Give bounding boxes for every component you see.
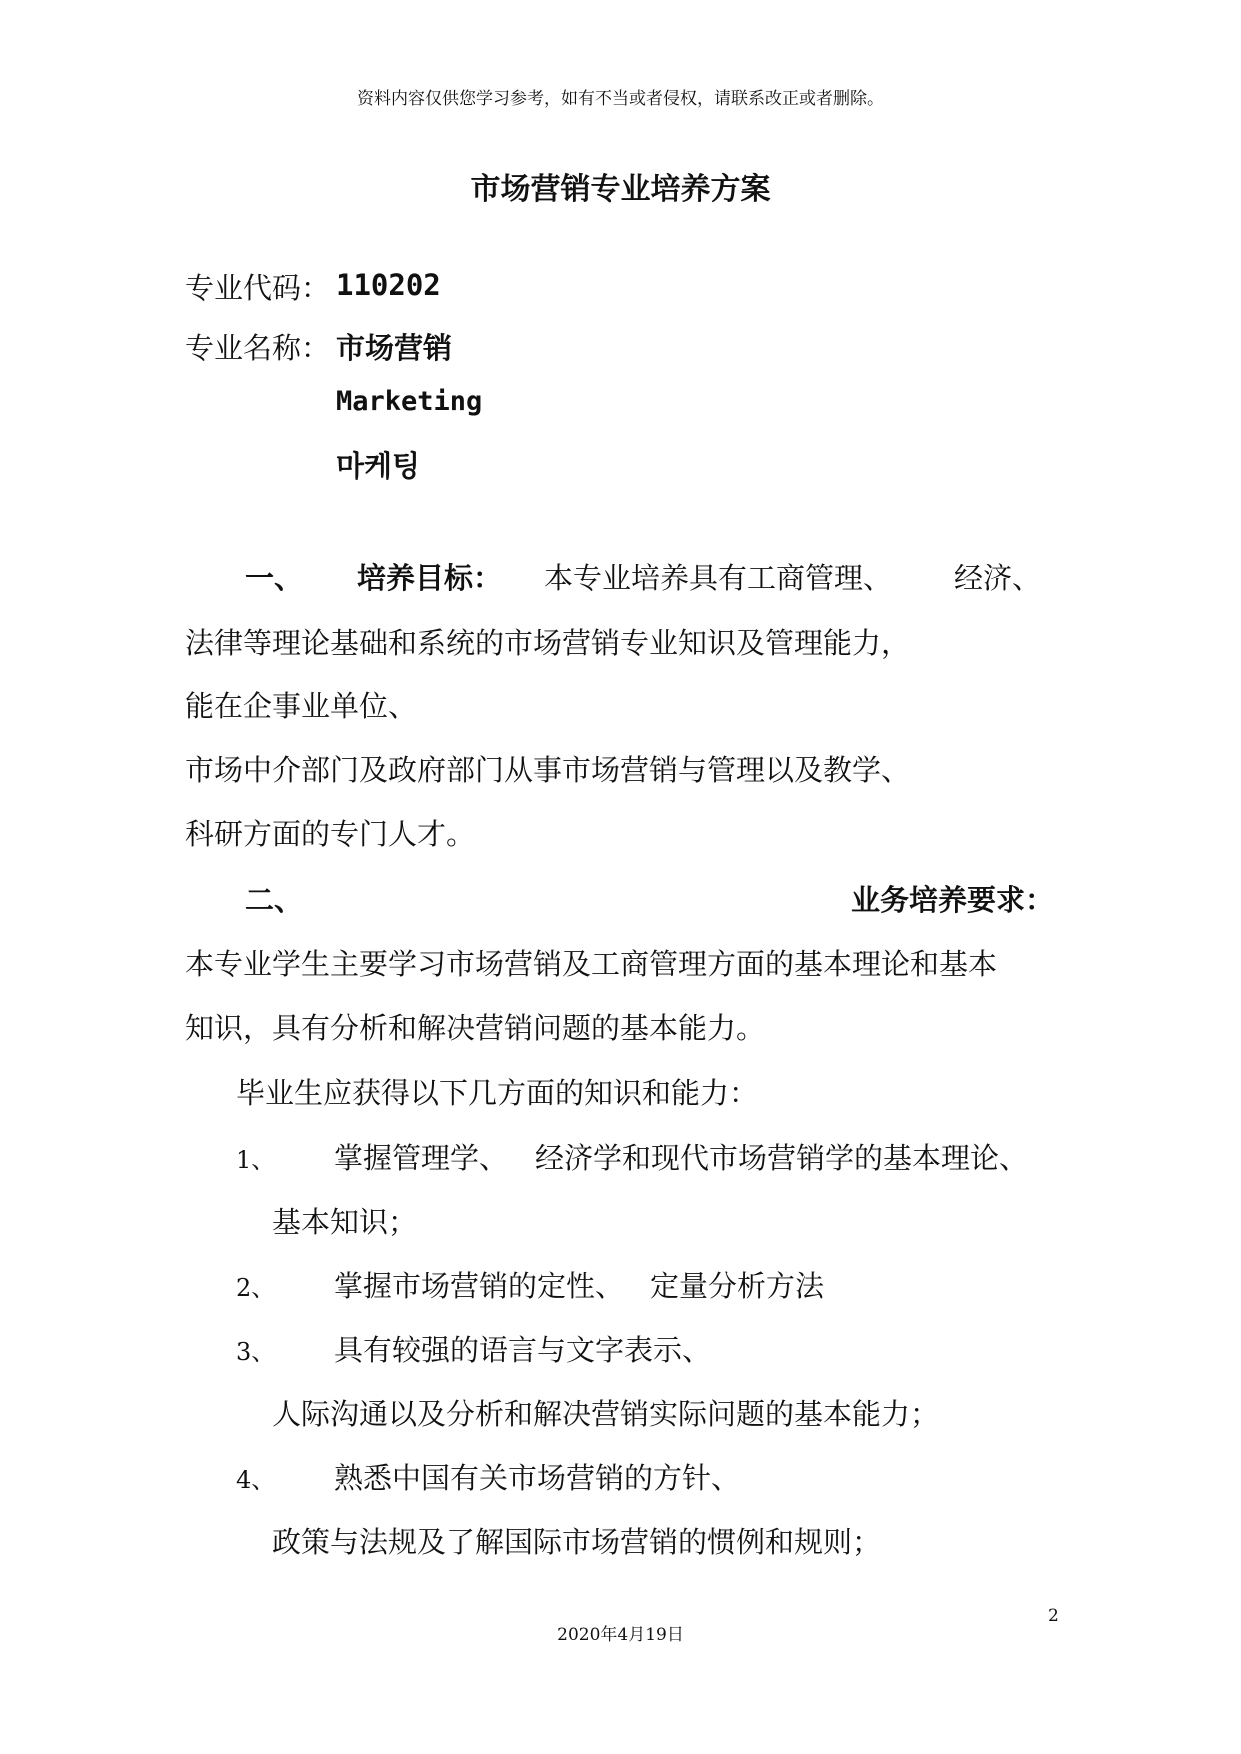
list-item-continuation: 人际沟通以及分析和解决营销实际问题的基本能力；: [272, 1397, 940, 1431]
list-item-number: 1、: [236, 1146, 276, 1174]
list-item-number: 4、: [236, 1466, 276, 1494]
list-item-text: 经济学和现代市场营销学的基本理论、: [535, 1141, 1029, 1175]
section1-heading-text: 培养目标：: [357, 561, 503, 595]
list-item-text: 熟悉中国有关市场营销的方针、: [334, 1461, 741, 1495]
section2-number: 二、: [245, 883, 304, 917]
name-english: Marketing: [336, 386, 483, 417]
list-item-number: 3、: [236, 1338, 276, 1366]
list-item-text: 定量分析方法: [650, 1269, 825, 1303]
list-item-text: 具有较强的语言与文字表示、: [334, 1333, 712, 1367]
list-item-text: 掌握市场营销的定性、: [334, 1269, 625, 1303]
list-item-continuation: 基本知识；: [272, 1205, 418, 1239]
section2-line2: 知识，具有分析和解决营销问题的基本能力。: [185, 1011, 766, 1045]
document-title: 市场营销专业培养方案: [470, 172, 771, 207]
name-label: 专业名称：: [185, 331, 331, 365]
section2-heading: 业务培养要求：: [851, 883, 1055, 917]
code-label: 专业代码：: [185, 271, 331, 305]
list-item-text: 掌握管理学、: [334, 1141, 509, 1175]
section1-line2: 法律等理论基础和系统的市场营销专业知识及管理能力，: [185, 626, 911, 660]
name-chinese: 市场营销: [336, 331, 453, 365]
page-number: 2: [1048, 1606, 1059, 1626]
list-item-continuation: 政策与法规及了解国际市场营销的惯例和规则；: [272, 1525, 882, 1559]
section1-line4: 市场中介部门及政府部门从事市场营销与管理以及教学、: [185, 753, 911, 787]
name-korean: 마케팅: [336, 449, 421, 483]
section1-heading: [357, 556, 502, 597]
list-item-number: 2、: [236, 1274, 276, 1302]
section1-line1b: 经济、: [954, 561, 1042, 595]
section1-line5: 科研方面的专门人才。: [185, 817, 476, 851]
section1-line3: 能在企事业单位、: [185, 689, 418, 723]
section1-line1a: 本专业培养具有工商管理、: [544, 561, 893, 595]
footer-date: 2020年4月19日: [557, 1625, 684, 1645]
section2-intro: 毕业生应获得以下几方面的知识和能力：: [236, 1076, 759, 1110]
section2-line1: 本专业学生主要学习市场营销及工商管理方面的基本理论和基本: [185, 947, 998, 981]
section1-number: 一、: [245, 561, 304, 595]
code-value: 110202: [336, 268, 441, 302]
header-notice: 资料内容仅供您学习参考，如有不当或者侵权，请联系改正或者删除。: [357, 89, 884, 109]
